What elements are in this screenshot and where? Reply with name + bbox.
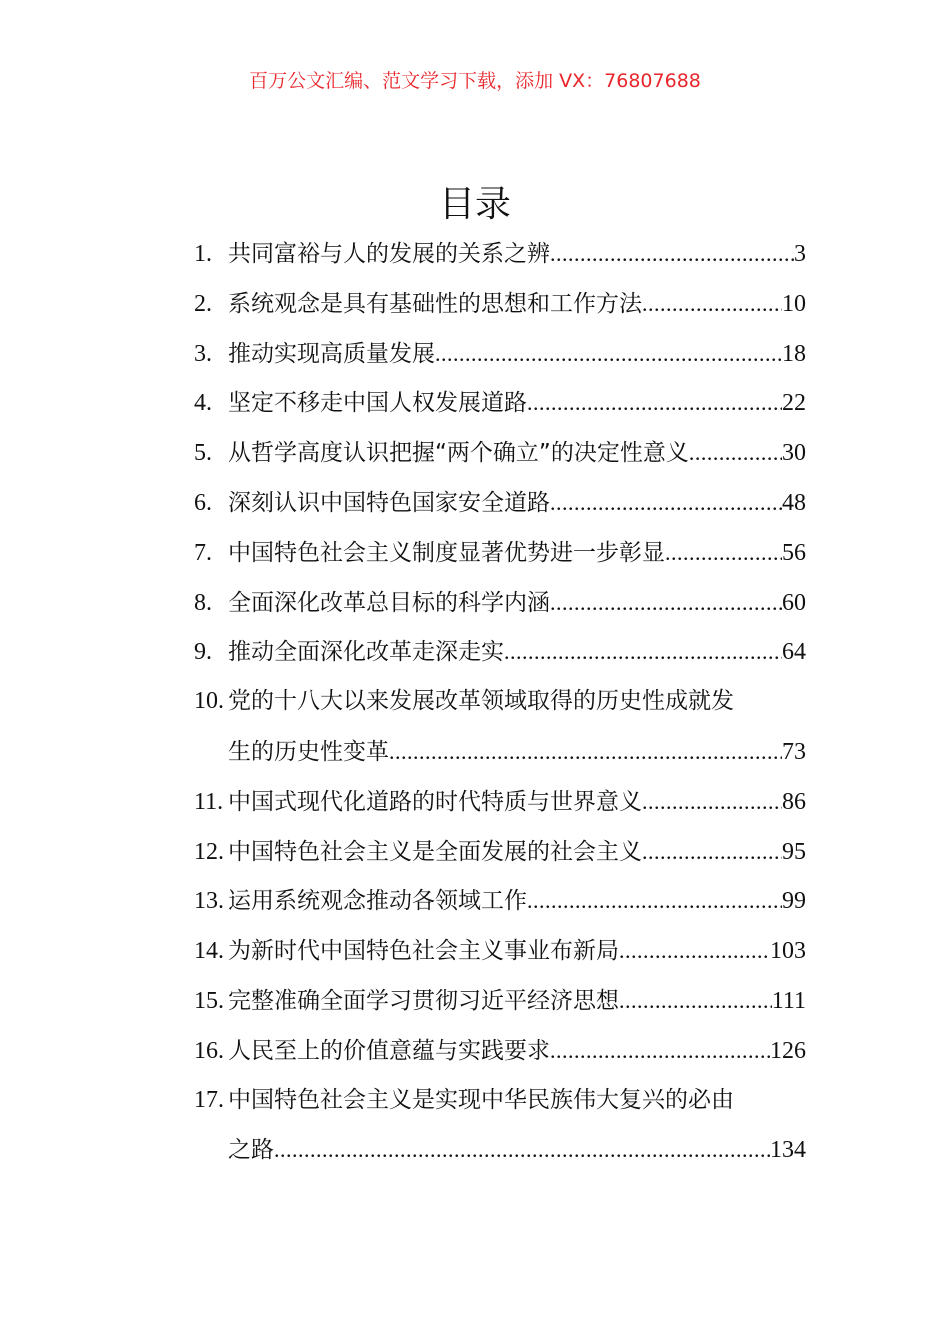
- toc-entry-number: 15.: [194, 987, 224, 1014]
- toc-entry[interactable]: [194, 876, 806, 926]
- toc-entry-title[interactable]: 党的十八大以来发展改革领域取得的历史性成就发: [228, 688, 734, 715]
- toc-entry-page[interactable]: 86: [782, 788, 806, 815]
- toc-entry-number: 12.: [194, 838, 224, 865]
- dot-leader: [527, 378, 782, 428]
- toc-entry-title[interactable]: 运用系统观念推动各领域工作: [228, 888, 527, 915]
- toc-entry-title[interactable]: 中国式现代化道路的时代特质与世界意义: [228, 788, 642, 815]
- toc-entry-title[interactable]: 从哲学高度认识把握“两个确立”的决定性意义: [228, 440, 689, 467]
- table-of-contents: [194, 229, 806, 1175]
- toc-entry-page[interactable]: 3: [794, 241, 806, 267]
- toc-entry-number: 5.: [194, 440, 212, 467]
- toc-entry-title[interactable]: 人民至上的价值意蕴与实践要求: [228, 1037, 550, 1064]
- toc-entry[interactable]: [194, 428, 806, 478]
- toc-entry[interactable]: [194, 329, 806, 379]
- dot-leader: [642, 777, 782, 827]
- toc-entry-number: 16.: [194, 1037, 224, 1064]
- dot-leader: [619, 976, 772, 1026]
- toc-entry-number: 14.: [194, 938, 224, 965]
- toc-entry-page[interactable]: 22: [782, 390, 806, 417]
- dot-leader: [642, 827, 782, 877]
- toc-entry[interactable]: [194, 378, 806, 428]
- toc-entry[interactable]: [194, 1125, 806, 1175]
- toc-entry[interactable]: [194, 976, 806, 1026]
- page-title: 目录: [438, 184, 511, 225]
- dot-leader: [550, 1026, 770, 1076]
- dot-leader: [550, 578, 782, 628]
- toc-entry-page[interactable]: 30: [782, 440, 806, 467]
- toc-entry-page[interactable]: 56: [782, 539, 806, 566]
- toc-entry-number: 8.: [194, 589, 212, 616]
- toc-entry[interactable]: [194, 229, 806, 279]
- toc-entry-page[interactable]: 134: [770, 1137, 806, 1164]
- toc-entry-page[interactable]: 60: [782, 589, 806, 616]
- toc-entry-page[interactable]: 10: [782, 290, 806, 317]
- toc-entry-page[interactable]: 18: [782, 340, 806, 367]
- watermark-banner: 百万公文汇编、范文学习下载，添加 VX：76807688: [249, 70, 701, 92]
- toc-entry-title[interactable]: 之路: [228, 1137, 274, 1164]
- dot-leader: [527, 876, 782, 926]
- toc-entry[interactable]: [194, 627, 806, 677]
- toc-entry[interactable]: [194, 578, 806, 628]
- toc-entry[interactable]: [194, 528, 806, 578]
- toc-entry[interactable]: [194, 827, 806, 877]
- toc-entry-page[interactable]: 126: [770, 1037, 806, 1064]
- toc-entry[interactable]: [194, 926, 806, 976]
- toc-entry-number: 2.: [194, 290, 212, 317]
- toc-entry-number: 1.: [194, 241, 212, 267]
- dot-leader: [619, 926, 770, 976]
- toc-entry-page[interactable]: 64: [782, 639, 806, 666]
- toc-entry-title[interactable]: 中国特色社会主义制度显著优势进一步彰显: [228, 539, 665, 566]
- toc-entry-page[interactable]: 95: [782, 838, 806, 865]
- toc-entry-number: 11.: [194, 788, 224, 815]
- toc-entry-page[interactable]: 111: [771, 987, 806, 1014]
- dot-leader: [642, 279, 782, 329]
- toc-entry-title[interactable]: 中国特色社会主义是实现中华民族伟大复兴的必由: [228, 1086, 734, 1113]
- toc-entry-number: 17.: [194, 1086, 224, 1113]
- toc-entry-title[interactable]: 深刻认识中国特色国家安全道路: [228, 489, 550, 516]
- dot-leader: [665, 528, 782, 578]
- toc-entry-title[interactable]: 系统观念是具有基础性的思想和工作方法: [228, 290, 642, 317]
- toc-entry[interactable]: [194, 1076, 806, 1126]
- toc-entry-number: 10.: [194, 688, 224, 715]
- toc-entry-title[interactable]: 生的历史性变革: [228, 738, 389, 765]
- dot-leader: [274, 1125, 770, 1175]
- toc-entry-number: 6.: [194, 489, 212, 516]
- toc-entry[interactable]: [194, 727, 806, 777]
- toc-entry[interactable]: [194, 478, 806, 528]
- toc-entry-title[interactable]: 推动实现高质量发展: [228, 340, 435, 367]
- toc-entry-title[interactable]: 全面深化改革总目标的科学内涵: [228, 589, 550, 616]
- toc-entry-page[interactable]: 48: [782, 489, 806, 516]
- toc-entry-number: 3.: [194, 340, 212, 367]
- dot-leader: [389, 727, 782, 777]
- toc-entry-number: 4.: [194, 390, 212, 417]
- toc-entry[interactable]: [194, 777, 806, 827]
- toc-entry-page[interactable]: 99: [782, 888, 806, 915]
- toc-entry-number: 13.: [194, 888, 224, 915]
- toc-entry-title[interactable]: 共同富裕与人的发展的关系之辨: [228, 241, 550, 267]
- toc-entry[interactable]: [194, 279, 806, 329]
- toc-entry[interactable]: [194, 1026, 806, 1076]
- toc-entry-number: 9.: [194, 639, 212, 666]
- toc-entry-title[interactable]: 完整准确全面学习贯彻习近平经济思想: [228, 987, 619, 1014]
- toc-entry-title[interactable]: 坚定不移走中国人权发展道路: [228, 390, 527, 417]
- dot-leader: [550, 229, 794, 279]
- toc-entry[interactable]: [194, 677, 806, 727]
- dot-leader: [435, 329, 782, 379]
- toc-entry-title[interactable]: 推动全面深化改革走深走实: [228, 639, 504, 666]
- toc-entry-number: 7.: [194, 539, 212, 566]
- toc-entry-page[interactable]: 73: [782, 738, 806, 765]
- toc-entry-title[interactable]: 中国特色社会主义是全面发展的社会主义: [228, 838, 642, 865]
- dot-leader: [689, 428, 782, 478]
- dot-leader: [504, 627, 782, 677]
- toc-entry-title[interactable]: 为新时代中国特色社会主义事业布新局: [228, 938, 619, 965]
- dot-leader: [550, 478, 782, 528]
- toc-entry-page[interactable]: 103: [770, 938, 806, 965]
